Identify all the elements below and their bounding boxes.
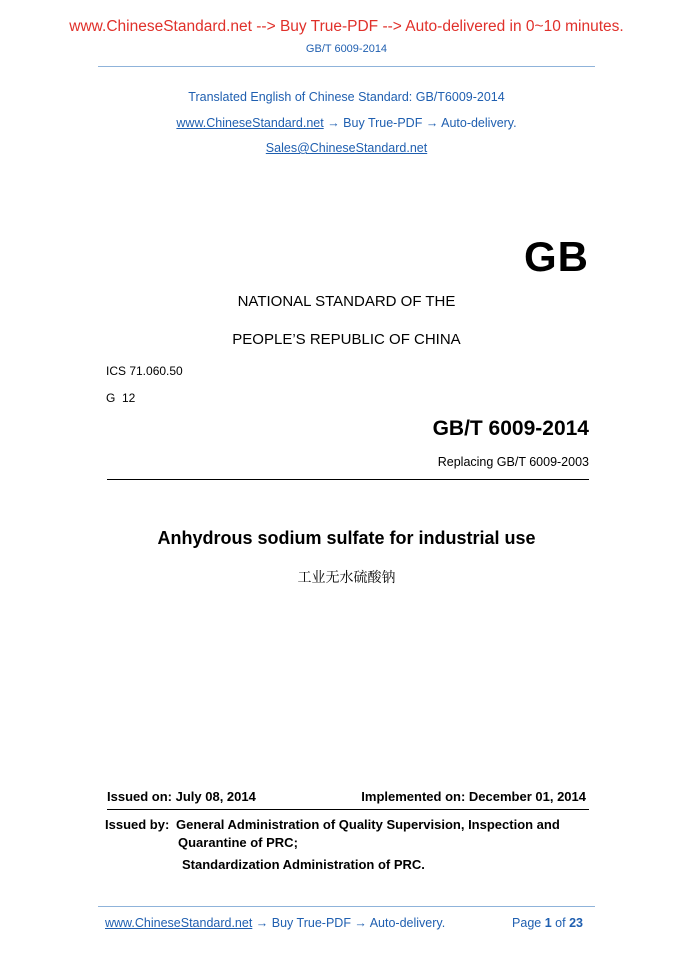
- sales-email-link[interactable]: Sales@ChineseStandard.net: [265, 141, 428, 155]
- translation-notice: Translated English of Chinese Standard: GB/T6009-2014: [188, 90, 505, 104]
- issuer-1-line1: General Administration of Quality Supervision, Inspection and: [176, 817, 560, 832]
- site-link[interactable]: www.ChineseStandard.net: [176, 116, 324, 130]
- header-standard-code: GB/T 6009-2014: [305, 43, 388, 55]
- header-divider: [98, 66, 595, 67]
- issuer-2: Standardization Administration of PRC.: [182, 857, 425, 872]
- page-indicator: [512, 916, 583, 930]
- issued-by-label: Issued by:: [105, 817, 170, 832]
- replacing-note: Replacing GB/T 6009-2003: [437, 455, 589, 469]
- top-banner[interactable]: www.ChineseStandard.net --> Buy True-PDF --> Auto-delivered in 0~10 minutes.: [69, 18, 624, 35]
- footer-links: [105, 916, 445, 930]
- page-total: 23: [569, 916, 583, 930]
- title-chinese: 工业无水硫酸钠: [297, 570, 396, 586]
- ics-code: ICS 71.060.50: [106, 364, 183, 378]
- ccs-code: G 12: [106, 391, 136, 405]
- footer-site-link[interactable]: www.ChineseStandard.net: [105, 916, 253, 930]
- national-standard-line2: PEOPLE’S REPUBLIC OF CHINA: [232, 331, 461, 348]
- title-divider: [107, 479, 589, 480]
- site-link-suffix: → Buy True-PDF → Auto-delivery.: [327, 116, 517, 130]
- standard-number: GB/T 6009-2014: [432, 417, 589, 440]
- page-of: of: [555, 916, 566, 930]
- sales-email-row: [0, 141, 693, 155]
- implemented-on-date: Implemented on: December 01, 2014: [361, 789, 586, 804]
- issuer-1-line2: Quarantine of PRC;: [178, 835, 298, 850]
- page-label: Page: [512, 916, 542, 930]
- title-english: Anhydrous sodium sulfate for industrial use: [157, 528, 536, 548]
- dates-divider: [107, 809, 589, 810]
- footer-divider: [98, 906, 595, 907]
- issued-on-date: Issued on: July 08, 2014: [107, 789, 256, 804]
- page-current: 1: [544, 916, 552, 930]
- national-standard-line1: NATIONAL STANDARD OF THE: [237, 293, 456, 310]
- footer-site-suffix: → Buy True-PDF → Auto-delivery.: [255, 916, 446, 930]
- translation-links: [0, 116, 693, 130]
- gb-mark: GB: [524, 233, 589, 280]
